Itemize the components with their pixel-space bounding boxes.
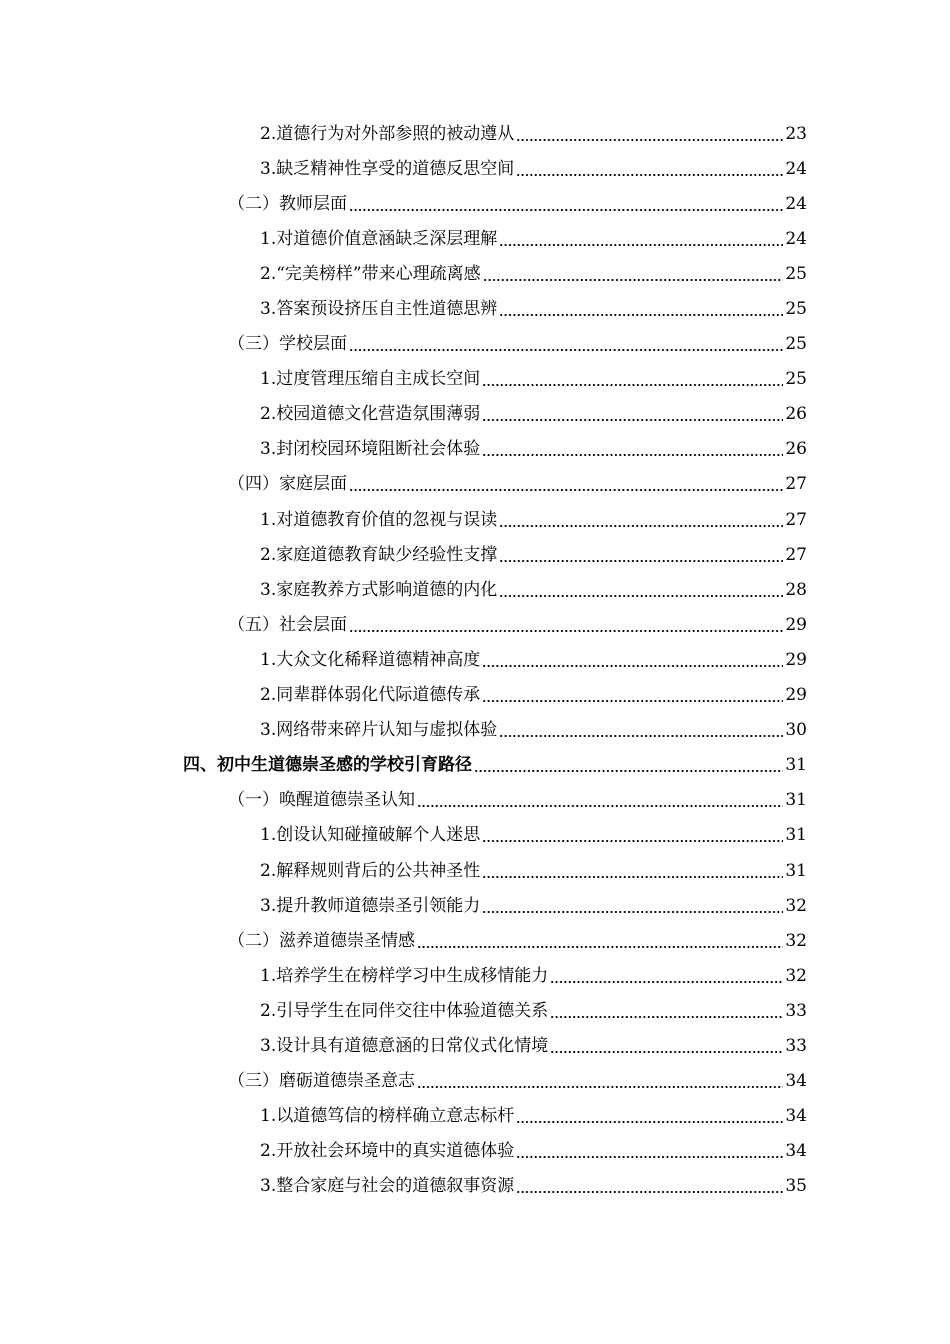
toc-entry-page-number: 24 (785, 228, 807, 249)
dot-leader (550, 981, 783, 983)
toc-entry-page-number: 34 (785, 1141, 807, 1162)
toc-entry-title: （二）滋养道德崇圣情感 (228, 930, 415, 951)
toc-entry-title: 1.对道德价值意涵缺乏深层理解 (260, 228, 498, 249)
dot-leader (349, 630, 783, 632)
toc-entry[interactable] (0, 888, 950, 923)
dot-leader (550, 1051, 783, 1053)
toc-entry[interactable] (0, 1169, 950, 1204)
dot-leader (417, 805, 783, 807)
dot-leader (550, 1016, 783, 1018)
toc-entry-title: 3.封闭校园环境阻断社会体验 (260, 439, 481, 460)
toc-entry-title: 2.“完美榜样”带来心理疏离感 (260, 263, 481, 284)
toc-entry-page-number: 27 (785, 474, 807, 495)
toc-entry[interactable] (0, 958, 950, 993)
toc-entry[interactable] (0, 1099, 950, 1134)
toc-entry[interactable] (0, 256, 950, 291)
toc-entry-title: 3.缺乏精神性享受的道德反思空间 (260, 158, 515, 179)
toc-entry-title: 3.家庭教养方式影响道德的内化 (260, 579, 498, 600)
toc-entry[interactable] (0, 818, 950, 853)
toc-entry-title: 四、初中生道德崇圣感的学校引育路径 (183, 755, 472, 776)
toc-entry[interactable] (0, 642, 950, 677)
toc-entry-title: （三）磨砺道德崇圣意志 (228, 1071, 415, 1092)
toc-entry-page-number: 29 (785, 649, 807, 670)
dot-leader (482, 700, 783, 702)
toc-entry[interactable] (0, 748, 950, 783)
toc-entry[interactable] (0, 607, 950, 642)
table-of-contents (0, 116, 950, 1204)
toc-entry[interactable] (0, 1064, 950, 1099)
toc-entry-title: 2.家庭道德教育缺少经验性支撑 (260, 544, 498, 565)
toc-entry-title: 1.大众文化稀释道德精神高度 (260, 649, 481, 670)
dot-leader (349, 489, 783, 491)
dot-leader (499, 525, 783, 527)
toc-entry-page-number: 32 (785, 965, 807, 986)
toc-entry-page-number: 25 (785, 369, 807, 390)
toc-entry[interactable] (0, 151, 950, 186)
toc-entry-page-number: 29 (785, 614, 807, 635)
toc-entry[interactable] (0, 432, 950, 467)
toc-entry-title: 1.创设认知碰撞破解个人迷思 (260, 825, 481, 846)
dot-leader (474, 770, 783, 772)
toc-entry[interactable] (0, 993, 950, 1028)
toc-entry-page-number: 28 (785, 579, 807, 600)
toc-entry-page-number: 34 (785, 1106, 807, 1127)
toc-entry-page-number: 24 (785, 193, 807, 214)
toc-entry-title: 2.开放社会环境中的真实道德体验 (260, 1141, 515, 1162)
toc-entry[interactable] (0, 853, 950, 888)
toc-entry[interactable] (0, 1134, 950, 1169)
toc-entry-title: 2.校园道德文化营造氛围薄弱 (260, 404, 481, 425)
dot-leader (499, 560, 783, 562)
toc-entry[interactable] (0, 572, 950, 607)
toc-entry[interactable] (0, 537, 950, 572)
toc-entry-page-number: 31 (785, 755, 807, 776)
dot-leader (499, 595, 783, 597)
toc-entry-page-number: 35 (785, 1176, 807, 1197)
toc-entry-title: 1.过度管理压缩自主成长空间 (260, 369, 481, 390)
toc-entry-title: 2.道德行为对外部参照的被动遵从 (260, 123, 515, 144)
toc-entry[interactable] (0, 713, 950, 748)
dot-leader (483, 279, 784, 281)
dot-leader (482, 911, 783, 913)
toc-entry[interactable] (0, 327, 950, 362)
toc-entry-page-number: 33 (785, 1000, 807, 1021)
toc-entry-page-number: 24 (785, 158, 807, 179)
toc-entry[interactable] (0, 397, 950, 432)
toc-entry-page-number: 29 (785, 685, 807, 706)
toc-entry[interactable] (0, 923, 950, 958)
toc-entry-page-number: 27 (785, 544, 807, 565)
dot-leader (516, 139, 783, 141)
toc-entry[interactable] (0, 467, 950, 502)
toc-entry-page-number: 25 (785, 299, 807, 320)
toc-entry-title: 3.整合家庭与社会的道德叙事资源 (260, 1176, 515, 1197)
dot-leader (516, 1191, 783, 1193)
toc-entry[interactable] (0, 1028, 950, 1063)
toc-entry-title: 2.引导学生在同伴交往中体验道德关系 (260, 1000, 549, 1021)
toc-entry[interactable] (0, 678, 950, 713)
toc-entry-title: 3.答案预设挤压自主性道德思辨 (260, 299, 498, 320)
dot-leader (482, 840, 783, 842)
toc-entry-title: 2.解释规则背后的公共神圣性 (260, 860, 481, 881)
toc-entry-page-number: 26 (785, 439, 807, 460)
toc-entry-title: （二）教师层面 (228, 193, 347, 214)
dot-leader (482, 665, 783, 667)
dot-leader (482, 454, 783, 456)
toc-entry-title: 3.网络带来碎片认知与虚拟体验 (260, 720, 498, 741)
dot-leader (499, 735, 783, 737)
toc-entry[interactable] (0, 362, 950, 397)
toc-entry-page-number: 25 (785, 263, 807, 284)
toc-entry-page-number: 27 (785, 509, 807, 530)
toc-entry-page-number: 33 (785, 1035, 807, 1056)
dot-leader (516, 1156, 783, 1158)
toc-entry-title: 3.设计具有道德意涵的日常仪式化情境 (260, 1035, 549, 1056)
dot-leader (417, 1086, 783, 1088)
toc-entry[interactable] (0, 221, 950, 256)
toc-entry-page-number: 32 (785, 895, 807, 916)
toc-entry-page-number: 31 (785, 790, 807, 811)
dot-leader (482, 876, 783, 878)
toc-entry[interactable] (0, 186, 950, 221)
toc-entry-title: 3.提升教师道德崇圣引领能力 (260, 895, 481, 916)
dot-leader (499, 244, 783, 246)
toc-entry-page-number: 31 (785, 860, 807, 881)
dot-leader (417, 946, 783, 948)
toc-entry-page-number: 32 (785, 930, 807, 951)
dot-leader (482, 384, 783, 386)
toc-entry-page-number: 34 (785, 1071, 807, 1092)
toc-entry[interactable] (0, 502, 950, 537)
toc-entry-page-number: 31 (785, 825, 807, 846)
toc-entry-title: 2.同辈群体弱化代际道德传承 (260, 685, 481, 706)
dot-leader (349, 209, 783, 211)
toc-entry-title: （一）唤醒道德崇圣认知 (228, 790, 415, 811)
toc-entry-title: 1.对道德教育价值的忽视与误读 (260, 509, 498, 530)
toc-entry-page-number: 23 (785, 123, 807, 144)
toc-entry[interactable] (0, 291, 950, 326)
toc-entry-title: 1.培养学生在榜样学习中生成移情能力 (260, 965, 549, 986)
dot-leader (499, 314, 783, 316)
dot-leader (516, 1121, 783, 1123)
dot-leader (349, 349, 783, 351)
toc-entry-page-number: 25 (785, 334, 807, 355)
dot-leader (482, 419, 783, 421)
dot-leader (516, 174, 783, 176)
toc-entry-title: （四）家庭层面 (228, 474, 347, 495)
toc-entry[interactable] (0, 116, 950, 151)
toc-entry[interactable] (0, 783, 950, 818)
toc-entry-title: （五）社会层面 (228, 614, 347, 635)
toc-entry-title: （三）学校层面 (228, 334, 347, 355)
toc-entry-page-number: 26 (785, 404, 807, 425)
toc-entry-title: 1.以道德笃信的榜样确立意志标杆 (260, 1106, 515, 1127)
toc-entry-page-number: 30 (785, 720, 807, 741)
